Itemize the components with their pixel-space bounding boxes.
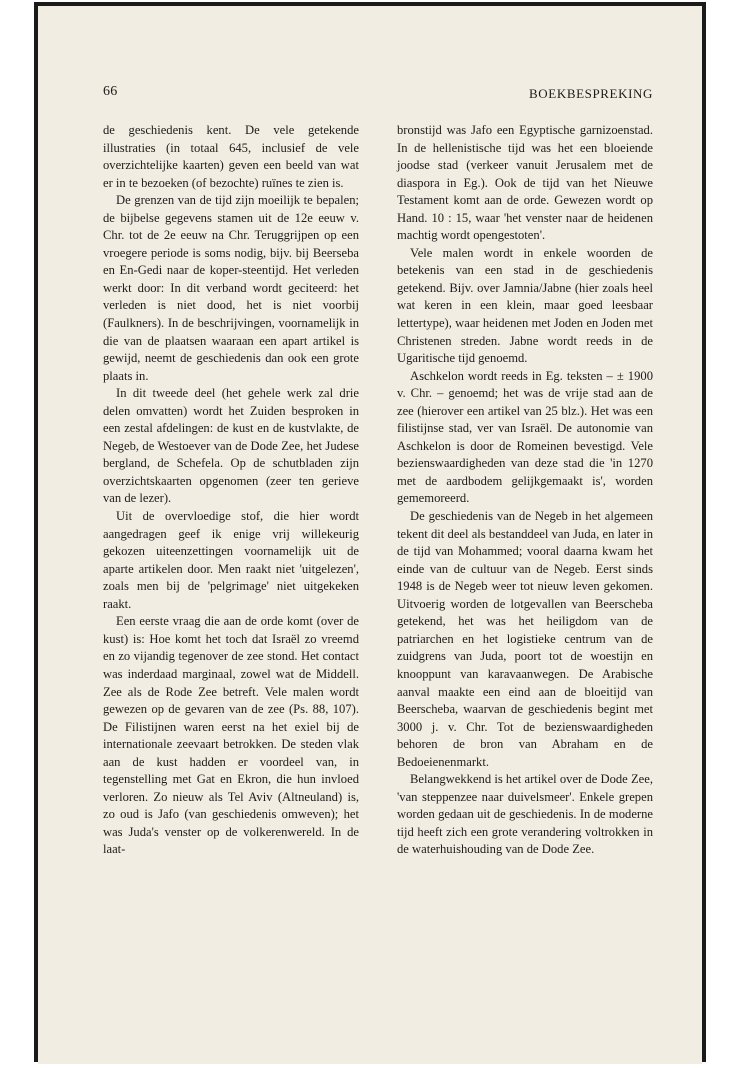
- text-column-left: [103, 122, 359, 859]
- text-column-right: [397, 122, 653, 859]
- running-title: BOEKBESPREKING: [529, 86, 653, 101]
- page-number: 66: [103, 84, 118, 99]
- paragraph: Uit de overvloedige stof, die hier wordt aangedragen geef ik enige vrij willekeurig gekozen uiteenzettingen voornamelijk uit de aparte artikelen door. Men raakt niet 'uitgelezen', zoals men bij de 'pelgrimage' niet uitgekeken raakt.: [103, 509, 359, 611]
- paragraph: Een eerste vraag die aan de orde komt (over de kust) is: Hoe komt het toch dat Israël zo vreemd en zo vijandig tegenover de zee stond. Het contact was inderdaad marginaal, zowel wat de Middell. Zee als de Rode Zee betreft. Vele malen wordt gewezen op de gevaren van de zee (Ps. 88, 107). De Filistijnen waren eerst na het exiel bij de internationale zeevaart betrokken. De steden vlak aan de kust hadden er voordeel van, in tegenstelling met Gat en Ekron, die hun invloed verloren. Zo nieuw als Tel Aviv (Altneuland) is, zo oud is Jafo (van geschiedenis omweven); het was Juda's venster op de volkerenwereld. In de laat-: [103, 614, 359, 857]
- paragraph: De grenzen van de tijd zijn moeilijk te bepalen; de bijbelse gegevens stamen uit de 12e eeuw v. Chr. tot de 2e eeuw na Chr. Teruggrijpen op een vroegere periode is soms nodig, bijv. bij Beerseba en En-Gedi naar de koper-steentijd. Het verleden werkt door: In dit verband wordt geciteerd: het verleden is niet dood, het is niet voorbij (Faulkners). In de beschrijvingen, voornamelijk in die van de plaatsen waaraan een apart artikel is gewijd, neemt de geschiedenis dan ook een grote plaats in.: [103, 193, 359, 383]
- paragraph: De geschiedenis van de Negeb in het algemeen tekent dit deel als bestanddeel van Juda, en later in de tijd van Mohammed; vooral daarna kwam het einde van de cultuur van de Negeb. Eerst sinds 1948 is de Negeb weer tot nieuw leven gekomen. Uitvoerig worden de lotgevallen van Beerscheba getekend, het was het heiligdom van de patriarchen en het logistieke centrum van de zuidgrens van Juda, poort tot de woestijn en knooppunt van karavaanwegen. De Arabische aanval maakte een eind aan de bloeitijd van Beerscheba, waarvan de geschiedenis begint met 3000 j. v. Chr. Tot de bezienswaardigheden behoren de bron van Abraham en de Bedoeienenmarkt.: [397, 509, 653, 769]
- paragraph: bronstijd was Jafo een Egyptische garnizoenstad. In de hellenistische tijd was het een bloeiende joodse stad (verkeer vanuit Jerusalem met de diaspora in Eg.). Ook de tijd van het Nieuwe Testament komt aan de orde. Gewezen wordt op Hand. 10 : 15, waar 'het venster naar de heidenen machtig wordt opengestoten'.: [397, 123, 653, 243]
- paragraph: Belangwekkend is het artikel over de Dode Zee, 'van steppenzee naar duivelsmeer'. Enkele grepen worden gedaan uit de geschiedenis. In de moderne tijd heeft zich een grote verandering voltrokken in de waterhuishouding van de Dode Zee.: [397, 772, 653, 857]
- paragraph: Aschkelon wordt reeds in Eg. teksten – ± 1900 v. Chr. – genoemd; het was de vrije stad aan de zee (hierover een artikel van 25 blz.). Het was een filistijnse stad, ver van Israël. De autonomie van Aschkelon is door de Romeinen bevestigd. Vele bezienswaardigheden van deze stad die 'in 1270 met de aardbodem gelijkgemaakt is', worden gememoreerd.: [397, 368, 653, 506]
- paragraph: In dit tweede deel (het gehele werk zal drie delen omvatten) wordt het Zuiden besproken in een zestal afdelingen: de kust en de kustvlakte, de Negeb, de Westoever van de Dode Zee, het Judese bergland, de Schefela. Op de schutbladen zijn overzichtskaarten opgenomen (zeer ten gerieve van de lezer).: [103, 386, 359, 506]
- paragraph: Vele malen wordt in enkele woorden de betekenis van een stad in de geschiedenis getekend. Bijv. over Jamnia/Jabne (hier zoals heel wat keren in een klein, maar goed leesbaar lettertype), waar heidenen met Joden en Joden met Christenen streden. Jabne wordt reeds in de Ugaritische tijd genoemd.: [397, 245, 653, 366]
- scan-border-right: [702, 2, 706, 1062]
- paragraph: de geschiedenis kent. De vele getekende illustraties (in totaal 645, inclusief de vele overzichtelijke kaarten) geven een beeld van wat er in te bezoeken (of bezochte) ruïnes te zien is.: [103, 123, 359, 190]
